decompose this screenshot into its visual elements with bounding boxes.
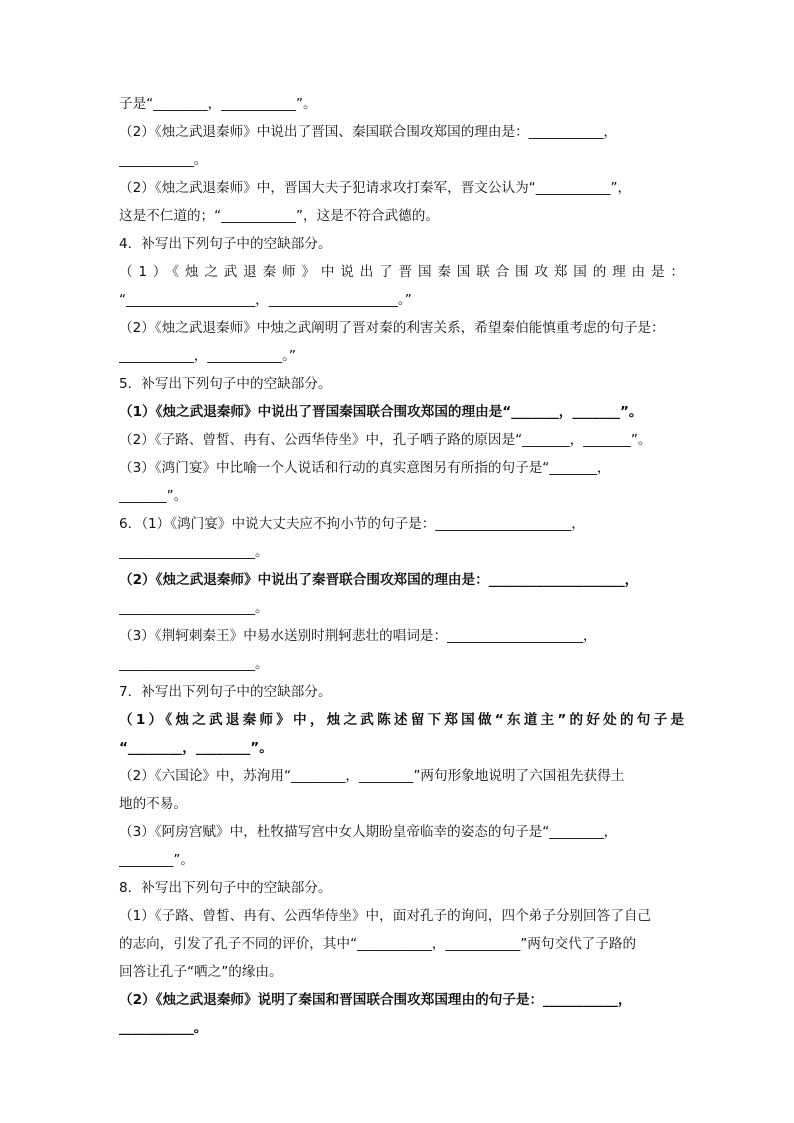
question-heading: 6．（1）《鸿门宴》中说大丈夫应不拘小节的句子是：____________________， <box>119 516 585 532</box>
question-heading: 5．补写出下列句子中的空缺部分。 <box>119 376 332 392</box>
text-line: _______”。 <box>119 488 188 504</box>
text-line: 回答让孔子“哂之”的缘由。 <box>119 964 283 980</box>
text-line: “___________________，___________________。” <box>119 292 412 308</box>
text-line: （2）《烛之武退秦师》中烛之武阐明了晋对秦的利害关系，希望秦伯能慎重考虑的句子是： <box>119 320 665 336</box>
text-line: （3）《阿房宫赋》中，杜牧描写宫中女人期盼皇帝临幸的姿态的句子是“________， <box>119 824 618 840</box>
text-line: ____________________。 <box>119 544 269 560</box>
text-line: 子是“________，___________”。 <box>119 96 317 112</box>
text-line: ___________，___________。” <box>119 348 296 364</box>
question-heading: 8．补写出下列句子中的空缺部分。 <box>119 880 332 896</box>
text-line: （3）《鸿门宴》中比喻一个人说话和行动的真实意图另有所指的句子是“_______， <box>119 460 611 476</box>
text-line: （2）《子路、曾皙、冉有、公西华侍坐》中，孔子哂子路的原因是“_______，_______”。 <box>119 432 652 448</box>
text-line: （2）《烛之武退秦师》中说出了秦晋联合围攻郑国的理由是：____________________， <box>119 572 639 588</box>
text-line: （2）《六国论》中，苏洵用“________，________”两句形象地说明了六国祖先获得土 <box>119 768 625 784</box>
text-line: ___________。 <box>119 152 208 168</box>
text-line: （3）《荆轲刺秦王》中易水送别时荆轲悲壮的唱词是：____________________， <box>119 628 597 644</box>
text-line: ____________________。 <box>119 600 269 616</box>
text-line: （1）《烛之武退秦师》中说出了晋国秦国联合围攻郑国的理由是： <box>119 264 684 280</box>
text-line: ________”。 <box>119 852 195 868</box>
text-line: （2）《烛之武退秦师》说明了秦国和晋国联合围攻郑国理由的句子是：___________， <box>119 992 632 1008</box>
text-line: ____________________。 <box>119 656 269 672</box>
question-heading: 4．补写出下列句子中的空缺部分。 <box>119 236 332 252</box>
text-line: （2）《烛之武退秦师》中，晋国大夫子犯请求攻打秦军，晋文公认为“___________”， <box>119 180 632 196</box>
text-line: （1）《烛之武退秦师》中说出了晋国秦国联合围攻郑国的理由是“_______，_______”。 <box>119 404 643 420</box>
text-line: 地的不易。 <box>119 796 187 812</box>
text-line: “________，________”。 <box>119 740 273 756</box>
question-heading: 7．补写出下列句子中的空缺部分。 <box>119 684 332 700</box>
text-line: （2）《烛之武退秦师》中说出了晋国、秦国联合围攻郑国的理由是：___________， <box>119 124 618 140</box>
text-line: （1）《子路、曾皙、冉有、公西华侍坐》中，面对孔子的询问，四个弟子分别回答了自己 <box>119 908 652 924</box>
text-line: 的志向，引发了孔子不同的评价，其中“___________，___________”两句交代了子路的 <box>119 936 637 952</box>
text-line: ___________。 <box>119 1020 208 1036</box>
document-content <box>119 90 684 1042</box>
text-line: （1）《烛之武退秦师》中，烛之武陈述留下郑国做“东道主”的好处的句子是 <box>119 712 684 728</box>
text-line: 这是不仁道的；“___________”，这是不符合武德的。 <box>119 208 439 224</box>
